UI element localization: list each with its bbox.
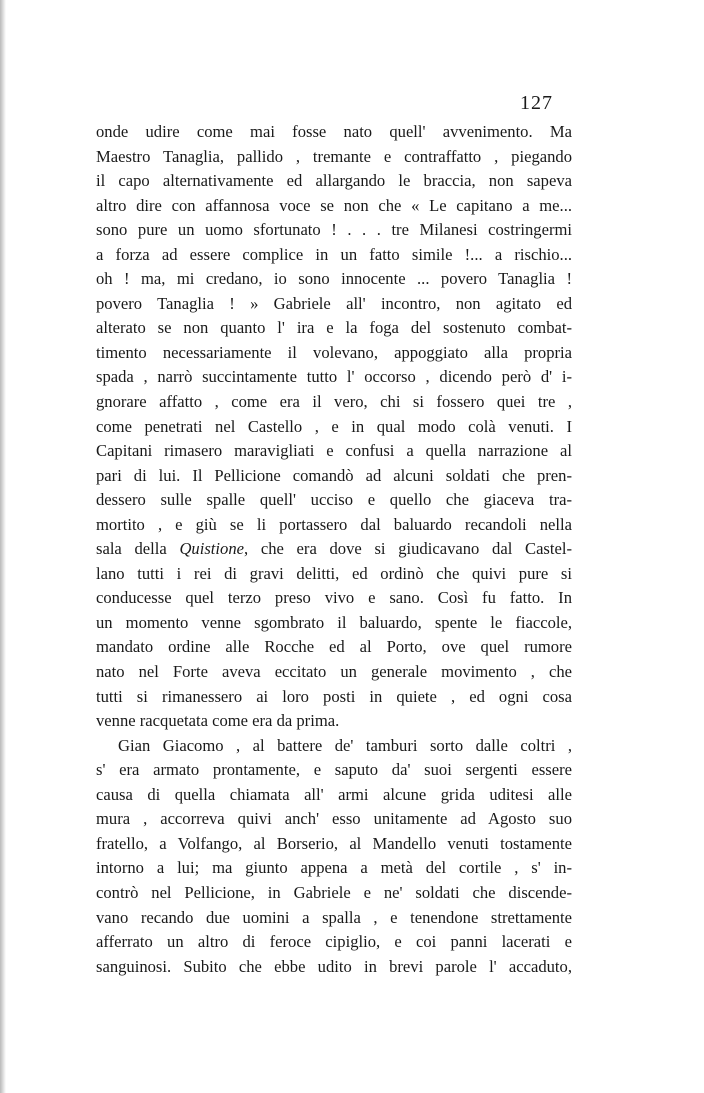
text-line: a forza ad essere complice in un fatto simile !... a rischio... (96, 244, 572, 264)
text-line: nato nel Forte aveva eccitato un generale movimento , che (96, 662, 572, 682)
page-number: 127 (520, 92, 553, 114)
text-line: sono pure un uomo sfortunato ! . . . tre Milanesi costringermi (96, 220, 572, 240)
text-line: come penetrati nel Castello , e in qual modo colà venuti. I (96, 416, 572, 436)
text-line: vano recando due uomini a spalla , e tenendone strettamente (96, 907, 572, 927)
text-line: conducesse quel terzo preso vivo e sano. Così fu fatto. In (96, 588, 572, 608)
text-line: altro dire con affannosa voce se non che « Le capitano a me... (96, 195, 572, 215)
page-edge-shadow (0, 0, 6, 1093)
text-line: intorno a lui; ma giunto appena a metà del cortile , s' in- (96, 858, 572, 878)
text-line: spada , narrò succintamente tutto l' occorso , dicendo però d' i- (96, 367, 572, 387)
body-text (96, 120, 572, 979)
text-line: mortito , e giù se li portassero dal baluardo recandoli nella (96, 514, 572, 534)
text-line: fratello, a Volfango, al Borserio, al Mandello venuti tostamente (96, 833, 572, 853)
text-line: timento necessariamente il volevano, appoggiato alla propria (96, 342, 572, 362)
text-line: contrò nel Pellicione, in Gabriele e ne' soldati che discende- (96, 882, 572, 902)
text-line: Capitani rimasero maravigliati e confusi a quella narrazione al (96, 441, 572, 461)
text-line: tutti si rimanessero ai loro posti in quiete , ed ogni cosa (96, 686, 572, 706)
text-line: afferrato un altro di feroce cipiglio, e coi panni lacerati e (96, 932, 572, 952)
text-line: onde udire come mai fosse nato quell' avvenimento. Ma (96, 122, 572, 141)
text-line: gnorare affatto , come era il vero, chi si fossero quei tre , (96, 392, 572, 412)
text-line: sala della Quistione, che era dove si giudicavano dal Castel- (96, 539, 573, 559)
text-line: sanguinosi. Subito che ebbe udito in brevi parole l' accaduto, (96, 956, 572, 976)
text-line: alterato se non quanto l' ira e la foga del sostenuto combat- (96, 318, 572, 338)
text-line: lano tutti i rei di gravi delitti, ed ordinò che quivi pure si (96, 563, 572, 583)
text-line: povero Tanaglia ! » Gabriele all' incontro, non agitato ed (96, 293, 572, 313)
text-line: mandato ordine alle Rocche ed al Porto, ove quel rumore (96, 637, 572, 657)
text-line: dessero sulle spalle quell' ucciso e quello che giaceva tra- (96, 490, 572, 510)
paragraph-1 (96, 120, 572, 734)
text-line: mura , accorreva quivi anch' esso unitamente ad Agosto suo (96, 809, 572, 829)
text-line: venne racquetata come era da prima. (96, 711, 340, 731)
text-line: causa di quella chiamata all' armi alcune grida uditesi alle (96, 784, 572, 804)
text-line: Gian Giacomo , al battere de' tamburi sorto dalle coltri , (118, 735, 572, 755)
text-line: un momento venne sgombrato il baluardo, spente le fiaccole, (96, 612, 572, 632)
text-line: Maestro Tanaglia, pallido , tremante e contraffatto , piegando (96, 146, 572, 166)
text-line: il capo alternativamente ed allargando le braccia, non sapeva (96, 171, 572, 191)
paragraph-2 (96, 734, 572, 979)
text-line: s' era armato prontamente, e saputo da' suoi sergenti essere (96, 760, 572, 780)
text-line: pari di lui. Il Pellicione comandò ad alcuni soldati che pren- (96, 465, 572, 485)
italic-term: Quistione (179, 539, 244, 559)
text-line: oh ! ma, mi credano, io sono innocente ... povero Tanaglia ! (96, 269, 572, 289)
